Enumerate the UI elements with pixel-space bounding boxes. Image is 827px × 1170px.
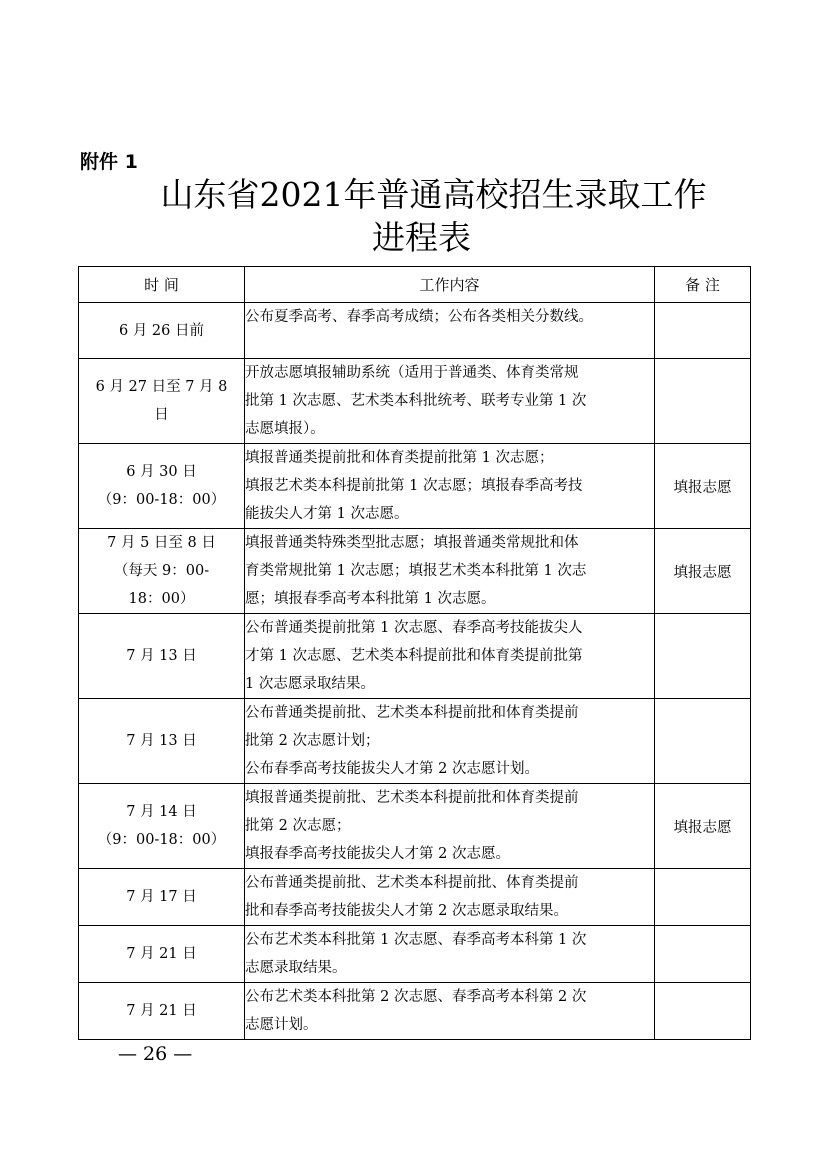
cell-work-line: 志愿填报）。 <box>245 421 325 437</box>
cell-note: 填报志愿 <box>655 784 751 869</box>
header-note: 备 注 <box>655 267 751 303</box>
cell-work-line: 育类常规批第 1 次志愿；填报艺术类本科批第 1 次志 <box>245 563 587 579</box>
table-row <box>79 926 751 983</box>
cell-work-line: 公布普通类提前批、艺术类本科提前批、体育类提前 <box>245 875 579 891</box>
cell-time-line: 6 月 26 日前 <box>118 322 204 339</box>
cell-work-line: 填报普通类特殊类型批志愿；填报普通类常规批和体 <box>245 535 579 551</box>
cell-note <box>655 614 751 699</box>
cell-work-line: 公布艺术类本科批第 1 次志愿、春季高考本科第 1 次 <box>245 932 587 948</box>
cell-work-line: 开放志愿填报辅助系统（适用于普通类、体育类常规 <box>245 365 579 381</box>
cell-time-line: 7 月 21 日 <box>126 946 197 962</box>
cell-note: 填报志愿 <box>655 529 751 614</box>
cell-work <box>245 303 655 359</box>
cell-time-line: （9：00-18：00） <box>97 832 226 848</box>
cell-work <box>245 869 655 926</box>
table-row <box>79 529 751 614</box>
cell-work <box>245 699 655 784</box>
cell-work-line: 填报普通类提前批和体育类提前批第 1 次志愿； <box>245 450 554 466</box>
page-number: — 26 — <box>118 1043 193 1065</box>
cell-time <box>79 303 245 359</box>
cell-work <box>245 983 655 1040</box>
cell-work-line: 填报普通类提前批、艺术类本科提前批和体育类提前 <box>245 790 579 806</box>
cell-time-line: （每天 9：00- <box>113 563 210 579</box>
document-title-line2: 进程表 <box>372 218 471 257</box>
cell-time <box>79 529 245 614</box>
cell-work <box>245 614 655 699</box>
cell-work <box>245 359 655 444</box>
cell-work <box>245 784 655 869</box>
cell-work-line: 批第 2 次志愿计划； <box>245 733 380 749</box>
cell-time <box>79 869 245 926</box>
cell-time <box>79 983 245 1040</box>
table-row <box>79 614 751 699</box>
document-title: 山东省2021年普通高校招生录取工作 <box>160 175 707 214</box>
cell-note <box>655 359 751 444</box>
table-row <box>79 444 751 529</box>
cell-work-line: 填报艺术类本科提前批第 1 次志愿；填报春季高考技 <box>245 478 583 494</box>
cell-time <box>79 926 245 983</box>
table-row <box>79 869 751 926</box>
cell-work-line: 公布普通类提前批第 1 次志愿、春季高考技能拔尖人 <box>245 620 583 636</box>
cell-time <box>79 784 245 869</box>
cell-time <box>79 359 245 444</box>
cell-time <box>79 614 245 699</box>
table-row <box>79 784 751 869</box>
cell-time-line: 日 <box>154 407 169 423</box>
table-row <box>79 983 751 1040</box>
schedule-table <box>78 266 751 1040</box>
cell-work-line: 公布普通类提前批、艺术类本科提前批和体育类提前 <box>245 705 579 721</box>
cell-work-line: 才第 1 次志愿、艺术类本科提前批和体育类提前批第 <box>245 648 583 664</box>
header-work: 工作内容 <box>245 267 655 303</box>
cell-work-line: 志愿录取结果。 <box>245 960 347 976</box>
table-row <box>79 699 751 784</box>
header-time: 时 间 <box>79 267 245 303</box>
cell-work-line: 公布春季高考技能拔尖人才第 2 次志愿计划。 <box>245 761 539 777</box>
cell-work-line: 批第 1 次志愿、艺术类本科批统考、联考专业第 1 次 <box>245 393 587 409</box>
cell-note <box>655 303 751 359</box>
cell-work-line: 1 次志愿录取结果。 <box>245 676 375 692</box>
cell-work-line: 批和春季高考技能拔尖人才第 2 次志愿录取结果。 <box>245 903 568 919</box>
cell-time-line: 18：00） <box>128 591 195 607</box>
table-row <box>79 359 751 444</box>
cell-work <box>245 926 655 983</box>
cell-time-line: 6 月 27 日至 7 月 8 <box>95 379 228 395</box>
cell-note <box>655 699 751 784</box>
cell-work <box>245 444 655 529</box>
cell-note <box>655 869 751 926</box>
cell-time <box>79 444 245 529</box>
cell-note <box>655 983 751 1040</box>
cell-note: 填报志愿 <box>655 444 751 529</box>
cell-time-line: 7 月 14 日 <box>126 804 197 820</box>
cell-time-line: 7 月 5 日至 8 日 <box>107 535 216 551</box>
cell-work-line: 批第 2 次志愿； <box>245 818 351 834</box>
table-header-row <box>79 267 751 303</box>
cell-work <box>245 529 655 614</box>
cell-work-line: 志愿计划。 <box>245 1017 318 1033</box>
cell-time-line: 7 月 21 日 <box>126 1003 197 1019</box>
table-row <box>79 303 751 359</box>
cell-time <box>79 699 245 784</box>
cell-time-line: 6 月 30 日 <box>126 464 197 480</box>
cell-time-line: 7 月 17 日 <box>126 889 197 905</box>
cell-work-line: 填报春季高考技能拔尖人才第 2 次志愿。 <box>245 846 510 862</box>
attachment-label: 附件 1 <box>80 151 138 173</box>
cell-time-line: （9：00-18：00） <box>97 492 226 508</box>
cell-work-line: 公布夏季高考、春季高考成绩；公布各类相关分数线。 <box>245 309 593 325</box>
cell-work-line: 愿；填报春季高考本科批第 1 次志愿。 <box>245 591 496 607</box>
cell-work-line: 能拔尖人才第 1 次志愿。 <box>245 506 409 522</box>
cell-work-line: 公布艺术类本科批第 2 次志愿、春季高考本科第 2 次 <box>245 989 587 1005</box>
cell-time-line: 7 月 13 日 <box>126 733 197 749</box>
cell-note <box>655 926 751 983</box>
cell-time-line: 7 月 13 日 <box>126 648 197 664</box>
